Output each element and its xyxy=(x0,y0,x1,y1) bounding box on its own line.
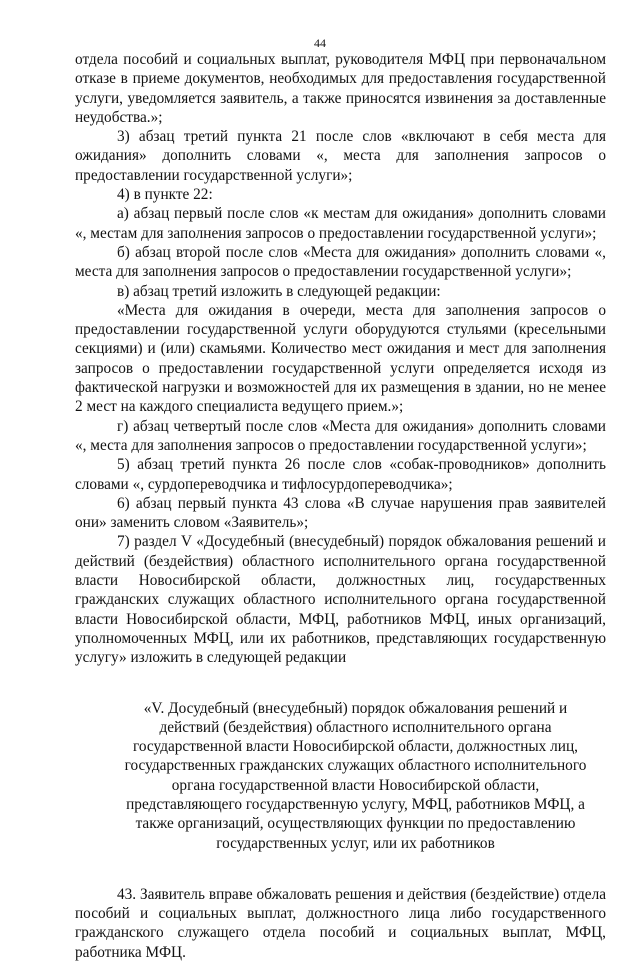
page-number: 44 xyxy=(314,36,326,50)
paragraph-item-4b: б) абзац второй после слов «Места для ожидания» дополнить словами «, места для заполнения запросов о предоставлении государственной услуги»; xyxy=(75,243,606,281)
document-body xyxy=(75,50,606,962)
section-heading: «V. Досудебный (внесудебный) порядок обжалования решений и действий (бездействия) областного исполнительного органа государственной власти Новосибирской области, должностных лиц, государственных гражданских служащих областного исполнительного органа государственной власти Новосибирской области, представляющего государственную услугу, МФЦ, работников МФЦ, а также организаций, осуществляющих функции по предоставлению государственных услуг, или их работников xyxy=(124,699,587,852)
paragraph-item-43: 43. Заявитель вправе обжаловать решения и действия (бездействие) отдела пособий и социальных выплат, должностного лица либо государственного гражданского служащего отдела пособий и социальных выплат, МФЦ, работника МФЦ. xyxy=(75,885,606,961)
paragraph-item-5: 5) абзац третий пункта 26 после слов «собак-проводников» дополнить словами «, сурдопереводчика и тифлосурдопереводчика»; xyxy=(75,456,606,493)
paragraph-item-4v: в) абзац третий изложить в следующей редакции: xyxy=(117,282,441,300)
paragraph-item-6: 6) абзац первый пункта 43 слова «В случае нарушения прав заявителей они» заменить словом «Заявитель»; xyxy=(75,494,606,532)
paragraph-item-3: 3) абзац третий пункта 21 после слов «включают в себя места для ожидания» дополнить словами «, места для заполнения запросов о предоставлении государственной услуги»; xyxy=(75,128,606,184)
paragraph-item-4: 4) в пункте 22: xyxy=(117,186,213,204)
paragraph-item-7: 7) раздел V «Досудебный (внесудебный) порядок обжалования решений и действий (бездействия) областного исполнительного органа государственной власти Новосибирской области, должностных лиц, государственных гражданских служащих областного исполнительного органа государственной власти Новосибирской области, МФЦ, работников МФЦ, иных организаций, уполномоченных МФЦ, или их работников, представляющих государственную услугу» изложить в следующей редакции xyxy=(75,533,606,667)
paragraph-quoted-text: «Места для ожидания в очереди, места для заполнения запросов о предоставлении государственной услуги оборудуются стульями (кресельными секциями) и (или) скамьями. Количество мест ожидания и мест для заполнения запросов о предоставлении государственной услуги определяется исходя из фактической нагрузки и возможностей для их размещения в здании, но не менее 2 мест на каждого специалиста ведущего прием.»; xyxy=(75,301,606,416)
paragraph-item-4a: а) абзац первый после слов «к местам для ожидания» дополнить словами «, местам для заполнения запросов о предоставлении государственной услуги»; xyxy=(75,205,606,242)
paragraph-continuation: отдела пособий и социальных выплат, руководителя МФЦ при первоначальном отказе в приеме документов, необходимых для предоставления государственной услуги, уведомляется заявитель, а также приносятся извинения за доставленные неудобства.»; xyxy=(75,51,606,126)
paragraph-item-4g: г) абзац четвертый после слов «Места для ожидания» дополнить словами «, места для заполнения запросов о предоставлении государственной услуги»; xyxy=(75,417,606,454)
